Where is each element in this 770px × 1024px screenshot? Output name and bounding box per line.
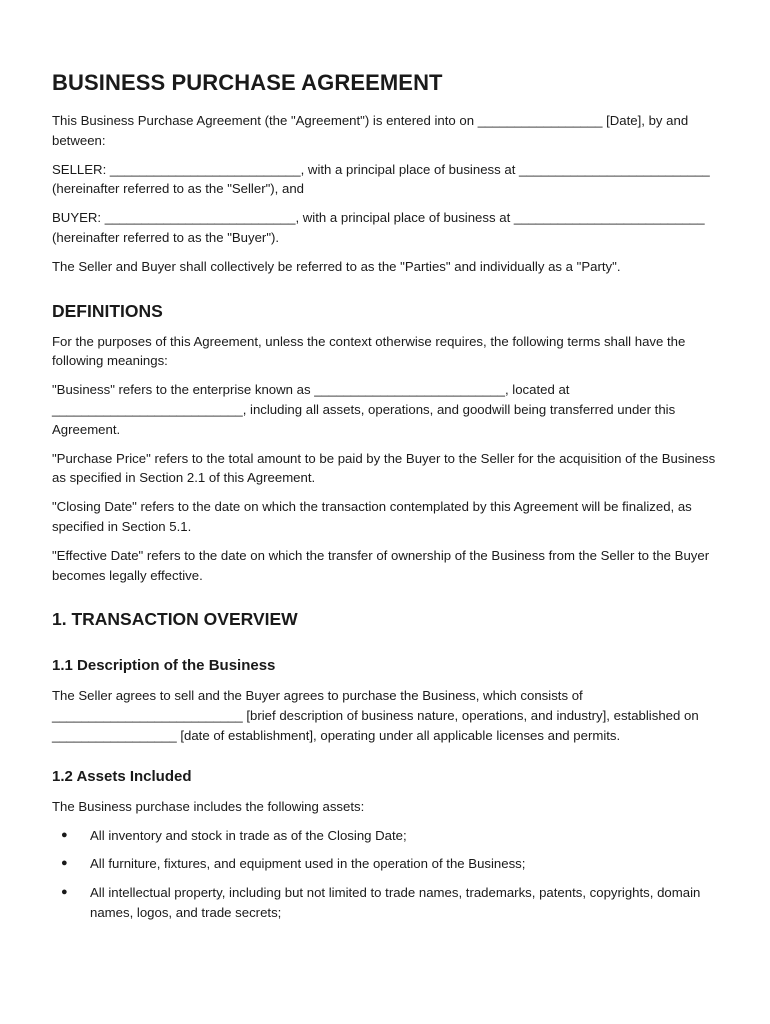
section-1-1-text: The Seller agrees to sell and the Buyer agrees to purchase the Business, which consists of __________________________ [brief description of business nature, operations, and industry], established on _________________ [date of establishment], operating under all applicable licenses and permits.	[52, 688, 699, 743]
definition-closing-date: "Closing Date" refers to the date on which the transaction contemplated by this Agreement will be finalized, as specified in Section 5.1.	[52, 499, 692, 534]
bullet-icon: ●	[61, 857, 68, 870]
bullet-icon: ●	[61, 886, 68, 899]
list-item	[52, 826, 722, 846]
buyer-paragraph: BUYER: __________________________, with a principal place of business at __________________________ (hereinafter referred to as the "Buyer").	[52, 210, 705, 245]
document-title: BUSINESS PURCHASE AGREEMENT	[52, 70, 443, 95]
seller-paragraph: SELLER: __________________________, with a principal place of business at __________________________ (hereinafter referred to as the "Seller"), and	[52, 161, 710, 197]
definitions-intro: For the purposes of this Agreement, unless the context otherwise requires, the following terms shall have the following meanings:	[52, 333, 686, 369]
parties-paragraph: The Seller and Buyer shall collectively be referred to as the "Parties" and individually as a "Party".	[52, 258, 621, 274]
definition-purchase-price: "Purchase Price" refers to the total amount to be paid by the Buyer to the Seller for the acquisition of the Business as specified in Section 2.1 of this Agreement.	[52, 450, 716, 486]
definition-business: "Business" refers to the enterprise known as __________________________, located at __________________________, including all assets, operations, and goodwill being transferred under this Agreement.	[52, 382, 676, 437]
list-item-text: All furniture, fixtures, and equipment used in the operation of the Business;	[90, 856, 526, 872]
bullet-icon: ●	[61, 828, 68, 841]
list-item-text: All inventory and stock in trade as of the Closing Date;	[90, 827, 407, 843]
assets-list	[52, 826, 722, 923]
list-item	[52, 883, 722, 923]
section-1-1-heading: 1.1 Description of the Business	[52, 657, 276, 675]
document-page	[52, 68, 722, 923]
definition-effective-date: "Effective Date" refers to the date on which the transfer of ownership of the Business from the Seller to the Buyer becomes legally effective.	[52, 547, 710, 583]
section-1-2-intro: The Business purchase includes the following assets:	[52, 798, 365, 814]
list-item-text: All intellectual property, including but not limited to trade names, trademarks, patents, copyrights, domain names, logos, and trade secrets;	[90, 885, 701, 920]
section-1-heading: 1. TRANSACTION OVERVIEW	[52, 609, 298, 630]
section-1-2-heading: 1.2 Assets Included	[52, 767, 192, 785]
intro-paragraph: This Business Purchase Agreement (the "Agreement") is entered into on _________________ [Date], by and between:	[52, 113, 689, 148]
list-item	[52, 854, 722, 874]
definitions-heading: DEFINITIONS	[52, 300, 163, 321]
